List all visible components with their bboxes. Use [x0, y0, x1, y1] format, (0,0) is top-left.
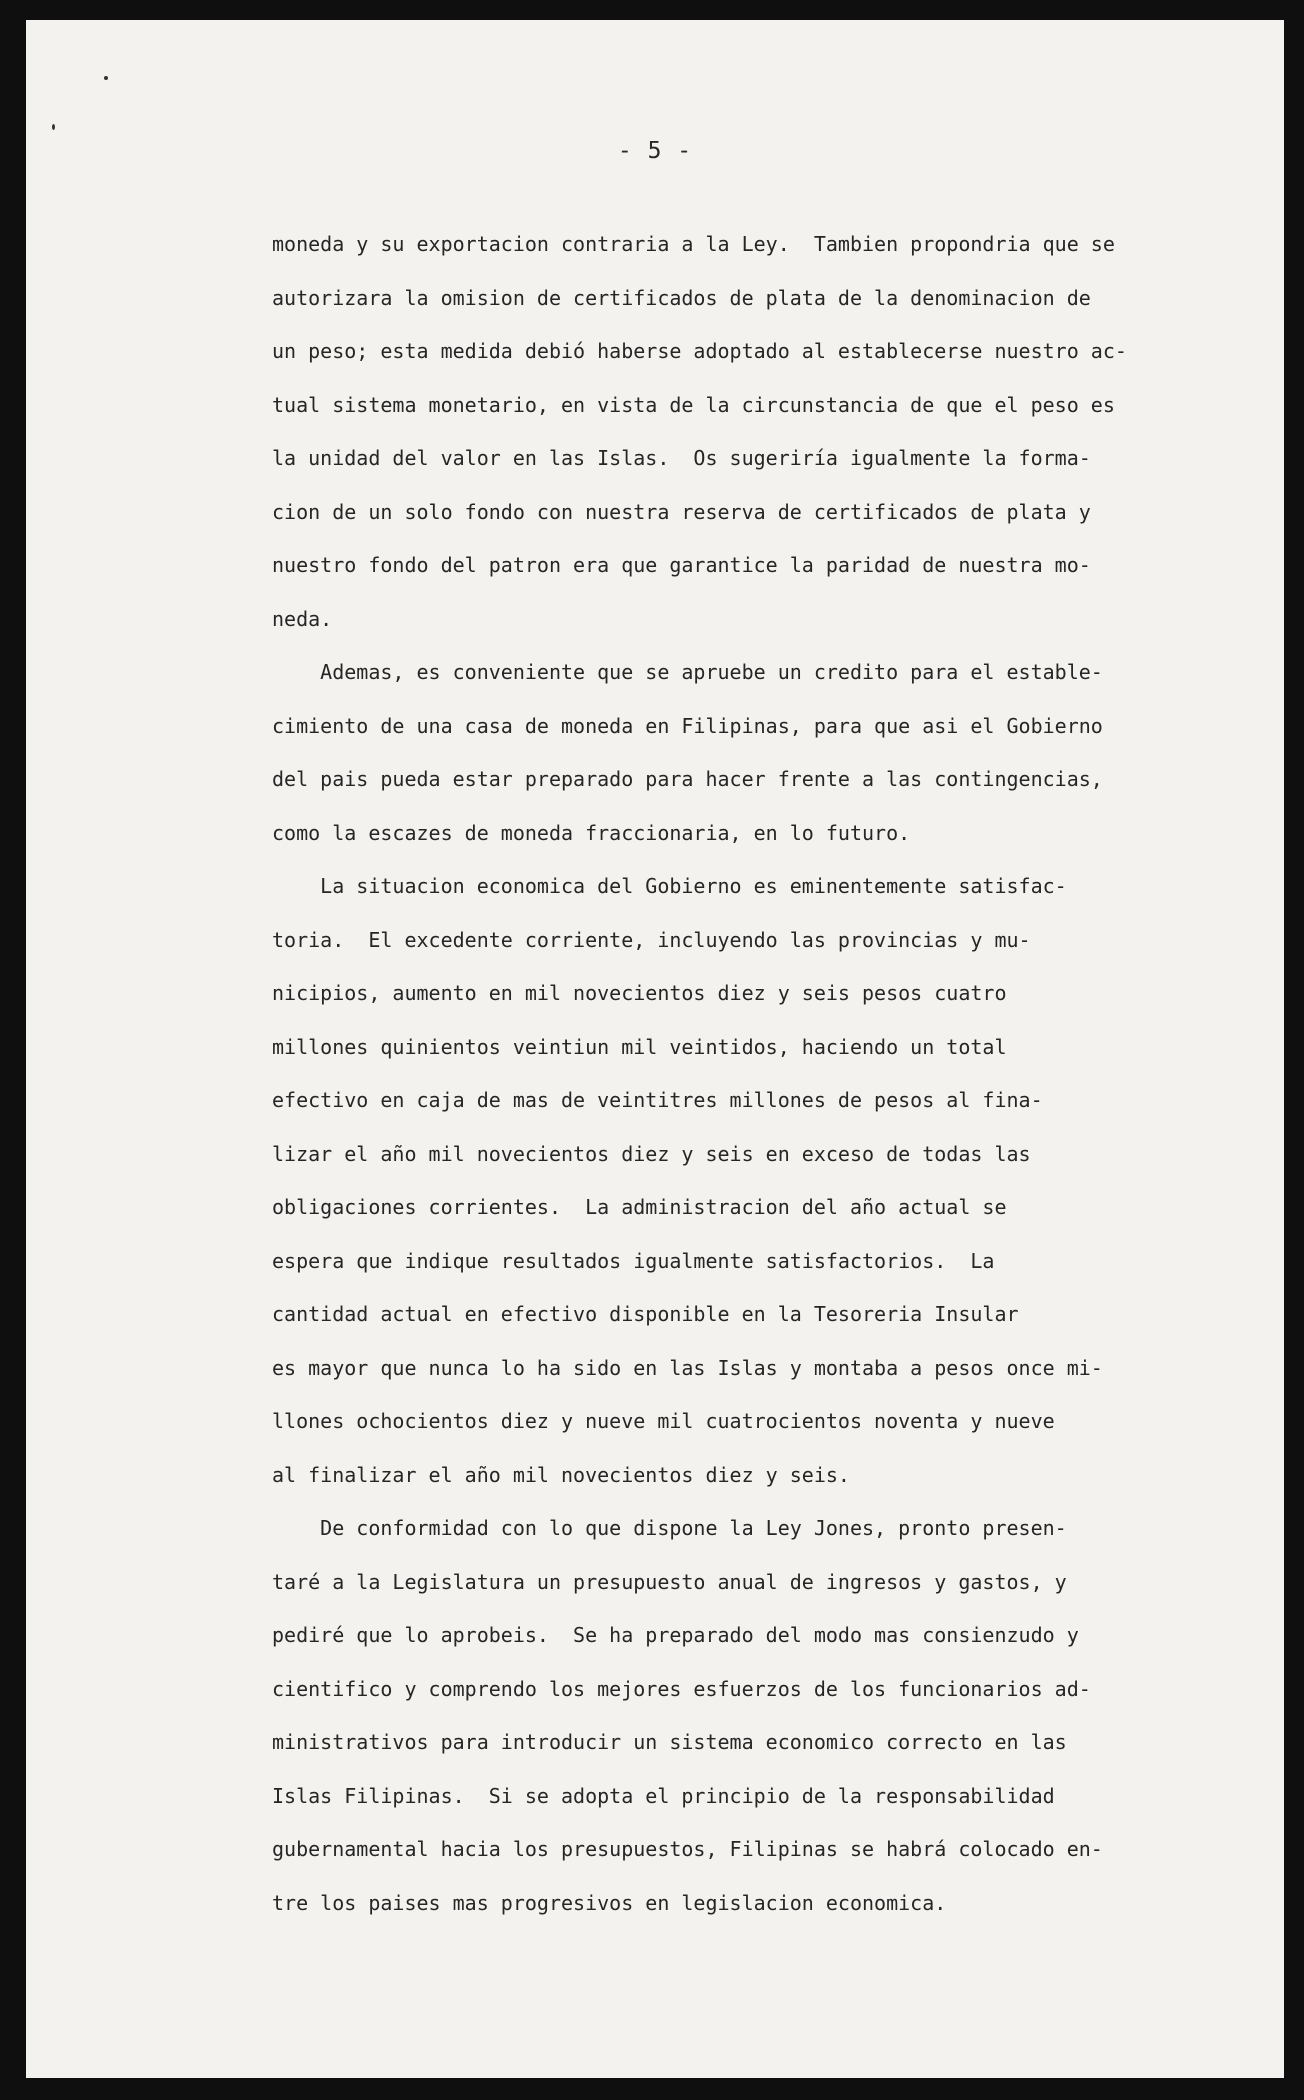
text-line: la unidad del valor en las Islas. Os sugeriría igualmente la forma-: [272, 446, 1091, 470]
text-line: autorizara la omision de certificados de plata de la denominacion de: [272, 285, 1091, 310]
text-line: obligaciones corrientes. La administracion del año actual se: [272, 1195, 1007, 1219]
text-line: tre los paises mas progresivos en legislacion economica.: [272, 1890, 947, 1915]
text-line: taré a la Legislatura un presupuesto anual de ingresos y gastos, y: [272, 1569, 1067, 1594]
text-line: llones ochocientos diez y nueve mil cuatrocientos noventa y nueve: [272, 1409, 1055, 1433]
text-line: cantidad actual en efectivo disponible en la Tesoreria Insular: [272, 1302, 1019, 1326]
text-line: un peso; esta medida debió haberse adoptado al establecerse nuestro ac-: [272, 339, 1127, 363]
text-line: nuestro fondo del patron era que garantice la paridad de nuestra mo-: [272, 553, 1091, 577]
text-line: moneda y su exportacion contraria a la Ley. Tambien propondria que se: [272, 232, 1115, 256]
text-line: millones quinientos veintiun mil veintidos, haciendo un total: [272, 1034, 1007, 1059]
text-line: pediré que lo aprobeis. Se ha preparado del modo mas consienzudo y: [272, 1623, 1079, 1647]
document-page: [26, 20, 1284, 2078]
paragraph-2: [272, 646, 1232, 860]
text-line: lizar el año mil novecientos diez y seis en exceso de todas las: [272, 1141, 1031, 1166]
text-line: nicipios, aumento en mil novecientos diez y seis pesos cuatro: [272, 981, 1007, 1005]
text-line: es mayor que nunca lo ha sido en las Islas y montaba a pesos once mi-: [272, 1355, 1103, 1380]
text-line: toria. El excedente corriente, incluyendo las provincias y mu-: [272, 927, 1031, 952]
text-line: del pais pueda estar preparado para hacer frente a las contingencias,: [272, 767, 1103, 791]
paragraph-3: [272, 860, 1232, 1502]
paragraph-4: [272, 1502, 1232, 1930]
text-line: gubernamental hacia los presupuestos, Filipinas se habrá colocado en-: [272, 1837, 1103, 1861]
text-line: De conformidad con lo que dispone la Ley Jones, pronto presen-: [272, 1516, 1067, 1540]
text-line: Islas Filipinas. Si se adopta el principio de la responsabilidad: [272, 1783, 1055, 1808]
text-line: Ademas, es conveniente que se apruebe un credito para el estable-: [272, 660, 1103, 684]
text-line: neda.: [272, 606, 333, 631]
ink-speck: [52, 124, 55, 130]
text-line: cion de un solo fondo con nuestra reserva de certificados de plata y: [272, 499, 1091, 524]
text-line: al finalizar el año mil novecientos diez y seis.: [272, 1462, 850, 1487]
text-line: ministrativos para introducir un sistema economico correcto en las: [272, 1730, 1067, 1754]
text-line: cientifico y comprendo los mejores esfuerzos de los funcionarios ad-: [272, 1676, 1091, 1701]
text-line: La situacion economica del Gobierno es eminentemente satisfac-: [272, 874, 1067, 898]
page-number: - 5 -: [617, 138, 693, 164]
text-line: tual sistema monetario, en vista de la circunstancia de que el peso es: [272, 392, 1115, 417]
letter-body: [272, 218, 1232, 1930]
ink-speck: [104, 76, 108, 80]
text-line: efectivo en caja de mas de veintitres millones de pesos al fina-: [272, 1088, 1043, 1112]
text-line: espera que indique resultados igualmente satisfactorios. La: [272, 1248, 995, 1273]
text-line: como la escazes de moneda fraccionaria, en lo futuro.: [272, 820, 911, 845]
paragraph-1: [272, 218, 1232, 646]
text-line: cimiento de una casa de moneda en Filipinas, para que asi el Gobierno: [272, 713, 1103, 738]
